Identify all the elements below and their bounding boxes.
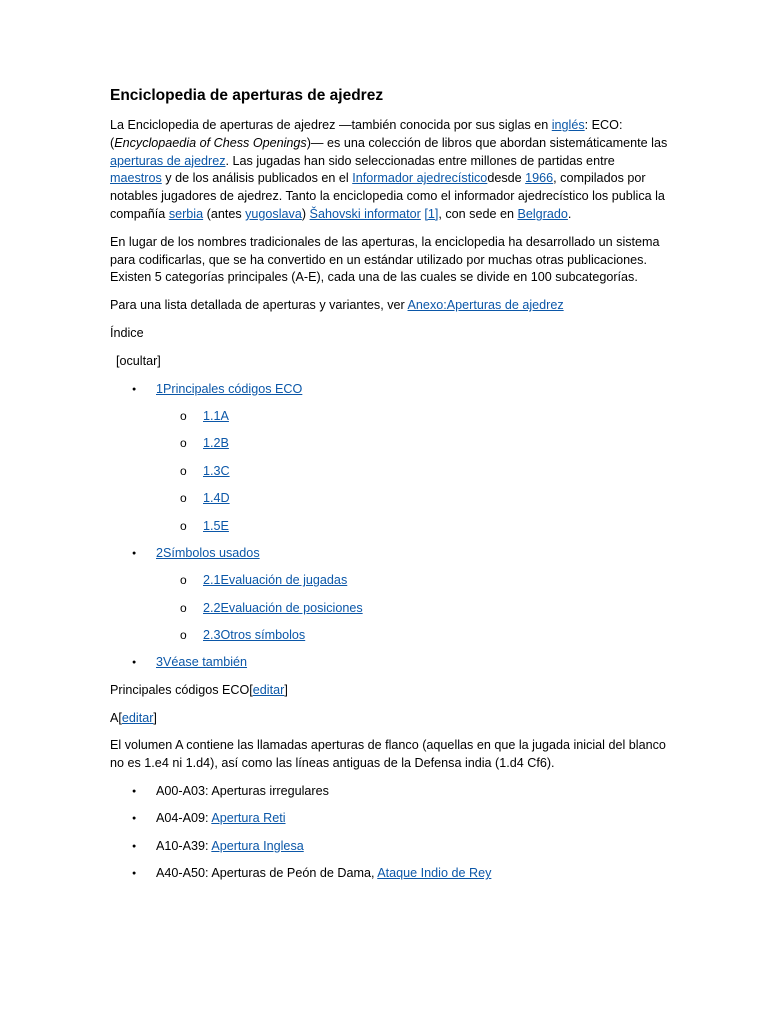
intro-text: , compilados por notables jugadores de ajedrez. Tanto la enciclopedia como el informador ajedrecístico los publica la compañía bbox=[110, 171, 665, 221]
intro-text: . bbox=[567, 206, 572, 221]
reference-link-1[interactable]: [1] bbox=[424, 206, 439, 221]
eco-code-text: Aperturas de Peón de Dama, bbox=[211, 866, 378, 881]
link-sahovski-informator[interactable]: Šahovski informator bbox=[309, 206, 421, 221]
edit-bracket: ] bbox=[153, 710, 157, 725]
toc-subitem bbox=[156, 490, 670, 508]
toc-subitem bbox=[156, 408, 670, 426]
toc-sublist bbox=[156, 408, 670, 535]
toc-item bbox=[110, 545, 670, 645]
toc-item bbox=[110, 381, 670, 536]
edit-bracket: [ bbox=[118, 710, 122, 725]
intro-italic-text: Encyclopaedia of Chess Openings bbox=[114, 135, 307, 150]
toc-subitem bbox=[156, 627, 670, 645]
volume-a-description: El volumen A contiene las llamadas aperturas de flanco (aquellas en que la jugada inicial del blanco no es 1.e4 ni 1.d4), así como las líneas antiguas de la Defensa india (1.d4 Cf6). bbox=[110, 738, 666, 771]
intro-text: : ECO: ( bbox=[110, 118, 623, 150]
intro-text: . Las jugadas han sido seleccionadas entre millones de partidas entre bbox=[225, 153, 615, 168]
intro-text: , con sede en bbox=[438, 206, 518, 221]
eco-code-range: A40-A50: bbox=[156, 866, 212, 881]
eco-codes-list bbox=[110, 783, 670, 883]
eco-code-link-apertura-reti[interactable]: Apertura Reti bbox=[211, 811, 286, 826]
link-informador-ajedrecistico[interactable]: Informador ajedrecístico bbox=[352, 171, 488, 186]
link-serbia[interactable]: serbia bbox=[168, 206, 204, 221]
link-aperturas-de-ajedrez[interactable]: aperturas de ajedrez bbox=[110, 153, 226, 168]
toc-subitem bbox=[156, 572, 670, 590]
eco-code-row bbox=[156, 810, 670, 828]
intro-text: y de los análisis publicados en el bbox=[161, 171, 353, 186]
toc-item bbox=[110, 654, 670, 672]
toc-link-3vease-tambien[interactable]: 3Véase también bbox=[156, 655, 248, 670]
eco-code-range: A04-A09: bbox=[156, 811, 212, 826]
see-list-paragraph bbox=[110, 297, 670, 315]
eco-code-item bbox=[110, 865, 670, 883]
toc-link-1principales-codigos-eco[interactable]: 1Principales códigos ECO bbox=[156, 381, 303, 396]
intro-text: desde bbox=[487, 171, 526, 186]
eco-code-text: Aperturas irregulares bbox=[211, 784, 329, 799]
toc-link-2simbolos-usados[interactable]: 2Símbolos usados bbox=[156, 545, 260, 560]
toc-link-1-3c[interactable]: 1.3C bbox=[203, 463, 230, 478]
link-anexo-aperturas[interactable]: Anexo:Aperturas de ajedrez bbox=[407, 298, 564, 313]
eco-code-link-ataque-indio-de-rey[interactable]: Ataque Indio de Rey bbox=[377, 866, 492, 881]
eco-code-row bbox=[156, 838, 670, 856]
toc-subitem bbox=[156, 518, 670, 536]
intro-text: )— es una colección de libros que abordan sistemáticamente las bbox=[306, 135, 668, 150]
eco-code-item bbox=[110, 783, 670, 801]
edit-link-a[interactable]: editar bbox=[121, 710, 154, 725]
document-page bbox=[110, 86, 670, 893]
toc-item-row bbox=[156, 545, 670, 563]
link-belgrado[interactable]: Belgrado bbox=[517, 206, 568, 221]
link-ingles[interactable]: inglés bbox=[551, 118, 585, 132]
toc-link-1-4d[interactable]: 1.4D bbox=[203, 491, 230, 506]
toc-subitem bbox=[156, 600, 670, 618]
toc-link-2-3otros-simbolos[interactable]: 2.3Otros símbolos bbox=[203, 628, 306, 643]
table-of-contents bbox=[110, 381, 670, 673]
eco-code-item bbox=[110, 810, 670, 828]
edit-bracket: [ bbox=[249, 682, 253, 697]
toc-heading: Índice bbox=[110, 325, 144, 340]
toc-link-1-5e[interactable]: 1.5E bbox=[203, 518, 229, 533]
intro-text: (antes bbox=[203, 206, 246, 221]
edit-link-principales-codigos[interactable]: editar bbox=[252, 682, 285, 697]
toc-subitem bbox=[156, 463, 670, 481]
eco-code-row bbox=[156, 783, 670, 801]
eco-system-paragraph: En lugar de los nombres tradicionales de las aperturas, la enciclopedia ha desarrollado un sistema para codificarlas, que se ha convertido en un estándar utilizado por muchas otras publicaciones. Existen 5 categorías principales (A-E), cada una de las cuales se divide en 100 subcategorías. bbox=[110, 234, 660, 285]
section-heading-principales-codigos bbox=[110, 682, 670, 700]
eco-code-link-apertura-inglesa[interactable]: Apertura Inglesa bbox=[211, 838, 304, 853]
intro-text: La Enciclopedia de aperturas de ajedrez —también conocida por sus siglas en bbox=[110, 118, 552, 132]
toc-toggle-line bbox=[116, 353, 670, 371]
link-yugoslava[interactable]: yugoslava bbox=[245, 206, 302, 221]
toc-link-2-2evaluacion-de-posiciones[interactable]: 2.2Evaluación de posiciones bbox=[203, 600, 363, 615]
page-title: Enciclopedia de aperturas de ajedrez bbox=[110, 87, 384, 104]
toc-link-1-1a[interactable]: 1.1A bbox=[203, 408, 229, 423]
intro-paragraph bbox=[110, 117, 670, 224]
section-title: A bbox=[110, 710, 119, 725]
toc-sublist bbox=[156, 572, 670, 645]
link-1966[interactable]: 1966 bbox=[525, 171, 554, 186]
see-list-text: Para una lista detallada de aperturas y variantes, ver bbox=[110, 298, 408, 313]
eco-code-row bbox=[156, 865, 670, 883]
section-heading-a bbox=[110, 710, 670, 728]
toc-subitem bbox=[156, 435, 670, 453]
toc-item-row bbox=[156, 654, 670, 672]
intro-text: ) bbox=[301, 206, 310, 221]
section-title: Principales códigos ECO bbox=[110, 682, 250, 697]
toc-link-1-2b[interactable]: 1.2B bbox=[203, 436, 229, 451]
toc-item-row bbox=[156, 381, 670, 399]
eco-code-range: A10-A39: bbox=[156, 838, 212, 853]
toc-toggle-button[interactable]: [ocultar] bbox=[116, 353, 161, 368]
eco-code-item bbox=[110, 838, 670, 856]
link-maestros[interactable]: maestros bbox=[110, 171, 162, 186]
eco-code-range: A00-A03: bbox=[156, 784, 212, 799]
toc-link-2-1evaluacion-de-jugadas[interactable]: 2.1Evaluación de jugadas bbox=[203, 573, 348, 588]
edit-bracket: ] bbox=[284, 682, 288, 697]
